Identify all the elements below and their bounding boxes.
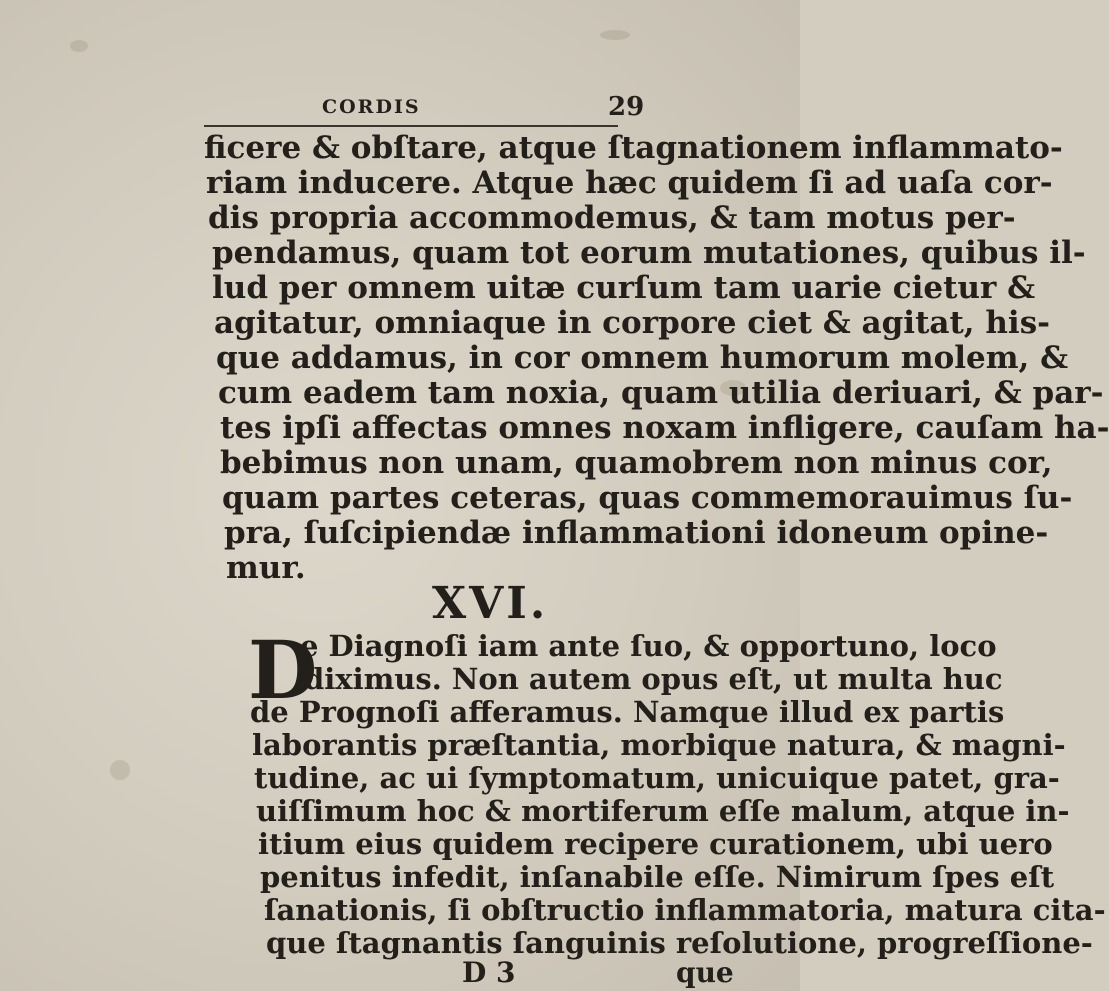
text-line: quam partes ceteras, quas commemorauimus ſu- [222,480,1073,516]
foxing-spot [600,30,630,40]
drop-capital: D [248,623,318,717]
text-line: tudine, ac ui ſymptomatum, unicuique patet, gra- [254,761,1060,795]
text-line: itium eius quidem recipere curationem, ubi uero [258,827,1053,861]
text-line: bebimus non unam, quamobrem non minus cor, [220,445,1053,481]
page-header [0,92,800,128]
text-line: e Diagnoſi iam ante ſuo, & opportuno, loco [300,629,997,663]
text-line: ſanationis, ſi obſtructio inflammatoria, matura cita- [264,893,1106,927]
text-line: diximus. Non autem opus eſt, ut multa huc [304,662,1003,696]
running-title: CORDIS [322,96,421,118]
text-line: laborantis præſtantia, morbique natura, & magni- [252,728,1066,762]
text-line: ficere & obſtare, atque ſtagnationem inflammato- [204,130,1063,166]
text-line: pendamus, quam tot eorum mutationes, quibus il- [212,235,1086,271]
text-line: dis propria accommodemus, & tam motus per- [208,200,1016,236]
text-line: agitatur, omniaque in corpore ciet & agitat, his- [214,305,1051,341]
catchword: que [676,956,734,989]
text-line: uiſſimum hoc & mortiferum eſſe malum, atque in- [256,794,1070,828]
text-line: pra, ſuſcipiendæ inflammationi idoneum opine- [224,515,1049,551]
foxing-spot [110,760,130,780]
text-line: que ſtagnantis ſanguinis reſolutione, progreſſione- [266,926,1093,960]
text-line: riam inducere. Atque hæc quidem ſi ad uaſa cor- [206,165,1053,201]
text-line: mur. [226,550,306,586]
text-line: penitus infedit, inſanabile eſſe. Nimirum ſpes eſt [260,860,1055,894]
text-line: lud per omnem uitæ curſum tam uarie cietur & [212,270,1036,306]
signature-mark: D 3 [462,956,516,989]
text-line: de Prognoſi afferamus. Namque illud ex partis [250,695,1005,729]
text-line: que addamus, in cor omnem humorum molem, & [216,340,1069,376]
header-rule [204,125,618,127]
page-number: 29 [608,92,645,122]
text-line: cum eadem tam noxia, quam utilia deriuari, & par- [218,375,1104,411]
section-heading: XVI. [432,578,549,629]
foxing-spot [70,40,88,52]
text-line: tes ipſi affectas omnes noxam infligere, cauſam ha- [220,410,1109,446]
